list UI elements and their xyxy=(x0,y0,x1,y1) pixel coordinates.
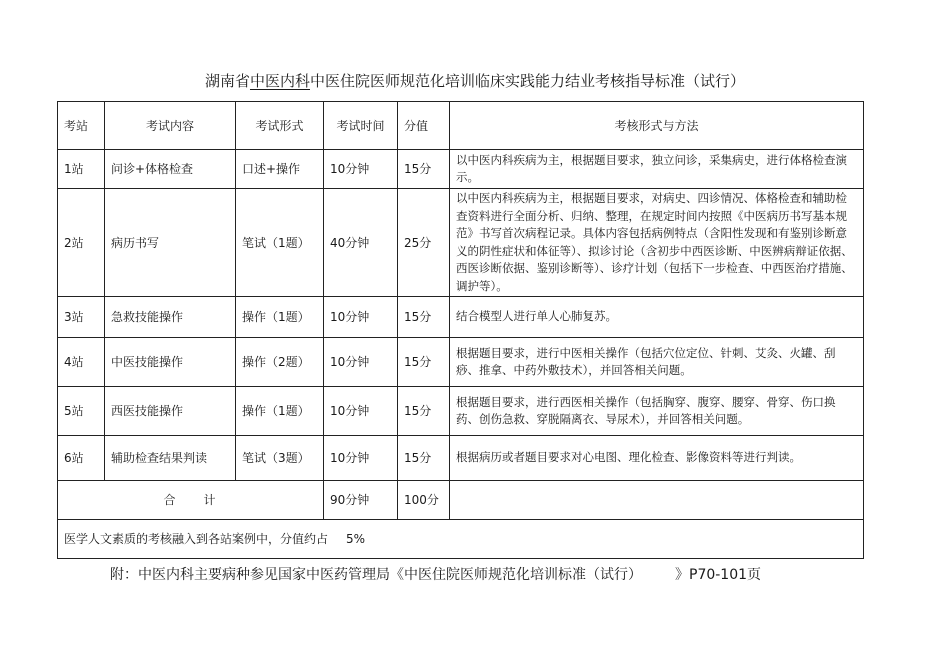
form-cell: 操作（2题） xyxy=(236,338,324,387)
time-cell: 10分钟 xyxy=(324,150,398,189)
exam-standards-table xyxy=(57,101,864,559)
form-cell: 笔试（3题） xyxy=(236,436,324,481)
title-specialty: 中医内科 xyxy=(249,72,310,90)
station-cell: 5站 xyxy=(58,387,105,436)
method-cell: 根据病历或者题目要求对心电图、理化检查、影像资料等进行判读。 xyxy=(450,436,864,481)
station-cell: 4站 xyxy=(58,338,105,387)
appendix-pages: 》P70-101页 xyxy=(675,567,762,583)
time-cell: 10分钟 xyxy=(324,387,398,436)
time-cell: 10分钟 xyxy=(324,297,398,338)
total-label xyxy=(58,481,324,520)
table-row xyxy=(58,150,864,189)
method-cell: 以中医内科疾病为主，根据题目要求，独立问诊，采集病史，进行体格检查演示。 xyxy=(450,150,864,189)
form-cell: 口述+操作 xyxy=(236,150,324,189)
content-cell: 问诊+体格检查 xyxy=(105,150,236,189)
content-cell: 辅助检查结果判读 xyxy=(105,436,236,481)
header-content: 考试内容 xyxy=(105,102,236,150)
content-cell: 西医技能操作 xyxy=(105,387,236,436)
total-row xyxy=(58,481,864,520)
time-cell: 10分钟 xyxy=(324,436,398,481)
header-score: 分值 xyxy=(398,102,450,150)
score-cell: 15分 xyxy=(398,297,450,338)
title-prefix: 湖南省 xyxy=(204,72,250,90)
appendix-text: 附：中医内科主要病种参见国家中医药管理局《中医住院医师规范化培训标准（试行） xyxy=(110,567,635,583)
time-cell: 10分钟 xyxy=(324,338,398,387)
station-cell: 6站 xyxy=(58,436,105,481)
header-form: 考试形式 xyxy=(236,102,324,150)
total-label-b: 计 xyxy=(203,493,218,507)
score-cell: 25分 xyxy=(398,189,450,297)
method-cell: 根据题目要求，进行中医相关操作（包括穴位定位、针刺、艾灸、火罐、刮痧、推拿、中药外敷技术），并回答相关问题。 xyxy=(450,338,864,387)
page-title xyxy=(0,70,950,91)
total-method-blank xyxy=(450,481,864,520)
appendix-note xyxy=(110,564,761,584)
score-cell: 15分 xyxy=(398,387,450,436)
total-label-a: 合 xyxy=(163,493,178,507)
score-cell: 15分 xyxy=(398,436,450,481)
station-cell: 1站 xyxy=(58,150,105,189)
content-cell: 病历书写 xyxy=(105,189,236,297)
table-row xyxy=(58,338,864,387)
time-cell: 40分钟 xyxy=(324,189,398,297)
method-cell: 结合模型人进行单人心肺复苏。 xyxy=(450,297,864,338)
station-cell: 2站 xyxy=(58,189,105,297)
table-row xyxy=(58,189,864,297)
table-row xyxy=(58,297,864,338)
score-cell: 15分 xyxy=(398,150,450,189)
total-score: 100分 xyxy=(398,481,450,520)
table-row xyxy=(58,387,864,436)
form-cell: 笔试（1题） xyxy=(236,189,324,297)
table-header-row xyxy=(58,102,864,150)
total-time: 90分钟 xyxy=(324,481,398,520)
form-cell: 操作（1题） xyxy=(236,297,324,338)
table-row xyxy=(58,436,864,481)
station-cell: 3站 xyxy=(58,297,105,338)
note-row xyxy=(58,520,864,559)
note-text: 医学人文素质的考核融入到各站案例中，分值约占 xyxy=(64,532,329,546)
header-time: 考试时间 xyxy=(324,102,398,150)
method-cell: 以中医内科疾病为主，根据题目要求，对病史、四诊情况、体格检查和辅助检查资料进行全面分析、归纳、整理，在规定时间内按照《中医病历书写基本规范》书写首次病程记录。具体内容包括病例特点（含阳性发现和有鉴别诊断意义的阴性症状和体征等）、拟诊讨论（含初步中西医诊断、中医辨病辩证依据、西医诊断依据、鉴别诊断等）、诊疗计划（包括下一步检查、中西医治疗措施、调护等）。 xyxy=(450,189,864,297)
method-cell: 根据题目要求，进行西医相关操作（包括胸穿、腹穿、腰穿、骨穿、伤口换药、创伤急救、穿脱隔离衣、导尿术），并回答相关问题。 xyxy=(450,387,864,436)
note-percent: 5% xyxy=(346,532,366,546)
header-method: 考核形式与方法 xyxy=(450,102,864,150)
form-cell: 操作（1题） xyxy=(236,387,324,436)
content-cell: 急救技能操作 xyxy=(105,297,236,338)
score-cell: 15分 xyxy=(398,338,450,387)
content-cell: 中医技能操作 xyxy=(105,338,236,387)
header-station: 考站 xyxy=(58,102,105,150)
humanities-note xyxy=(58,520,864,559)
title-suffix: 中医住院医师规范化培训临床实践能力结业考核指导标准（试行） xyxy=(310,72,746,90)
